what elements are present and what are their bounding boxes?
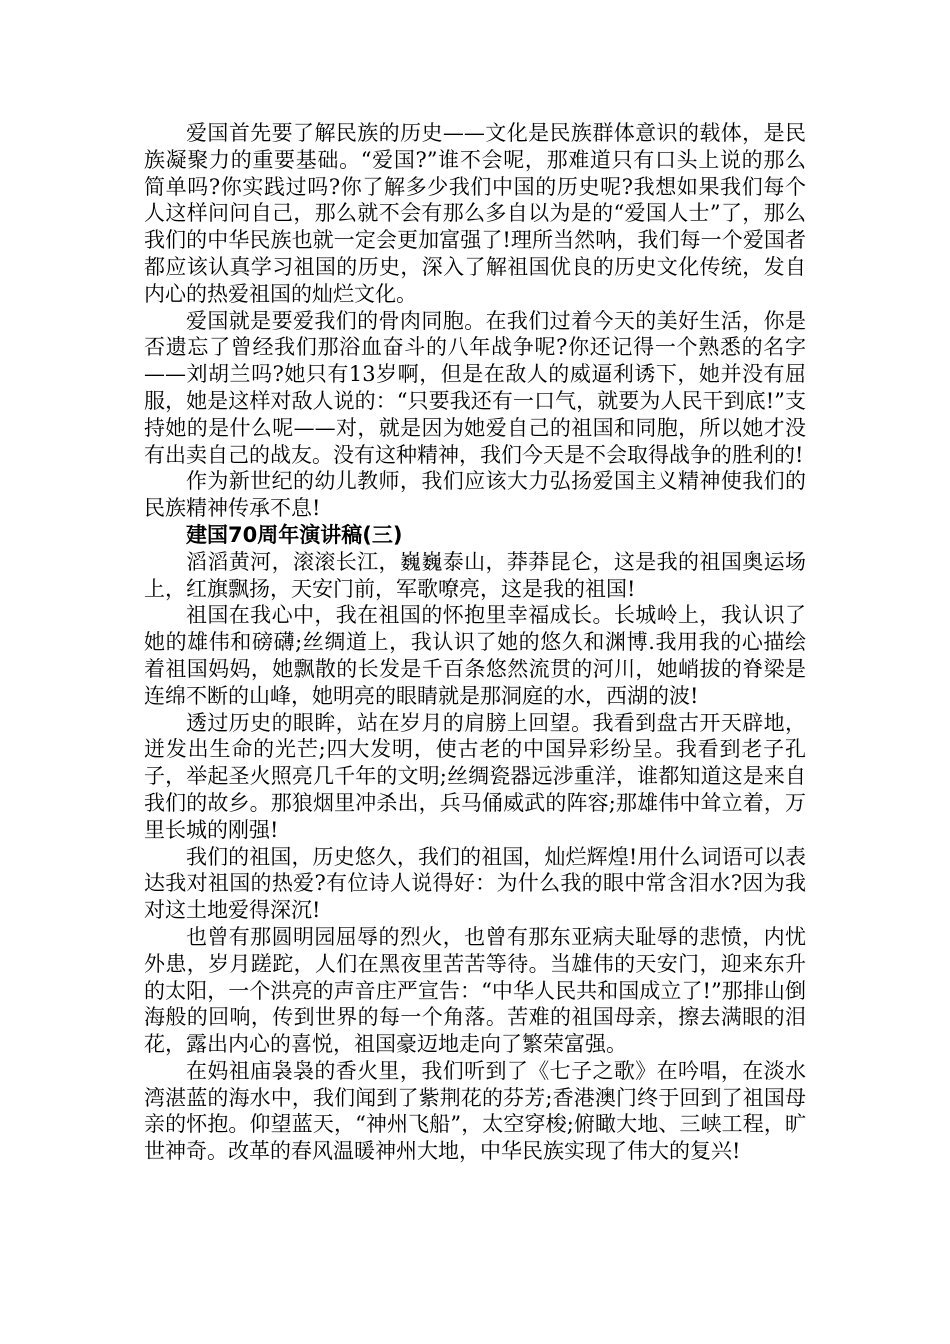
- paragraph-motherland-intro: 滔滔黄河，滚滚长江，巍巍泰山，莽莽昆仑，这是我的祖国奥运场上，红旗飘扬，天安门前，军歌嘹亮，这是我的祖国!: [144, 549, 806, 601]
- paragraph-motherland-in-heart: 祖国在我心中，我在祖国的怀抱里幸福成长。长城岭上，我认识了她的雄伟和磅礴;丝绸道上，我认识了她的悠久和渊博.我用我的心描绘着祖国妈妈，她飘散的长发是千百条悠然流贯的河川，她峭拔的脊梁是连绵不断的山峰，她明亮的眼睛就是那洞庭的水，西湖的波!: [144, 603, 806, 708]
- paragraph-patriotism-history: 爱国首先要了解民族的历史——文化是民族群体意识的载体，是民族凝聚力的重要基础。“爱国?”谁不会呢，那难道只有口头上说的那么简单吗?你实践过吗?你了解多少我们中国的历史呢?我想如果我们每个人这样问问自己，那么就不会有那么多自以为是的“爱国人士”了，那么我们的中华民族也就一定会更加富强了!理所当然呐，我们每一个爱国者都应该认真学习祖国的历史，深入了解祖国优良的历史文化传统，发自内心的热爱祖国的灿烂文化。: [144, 121, 806, 306]
- paragraph-history-eyes: 透过历史的眼眸，站在岁月的肩膀上回望。我看到盘古开天辟地，迸发出生命的光芒;四大发明，使古老的中国异彩纷呈。我看到老子孔子，举起圣火照亮几千年的文明;丝绸瓷器远涉重洋，谁都知道这是来自我们的故乡。那狼烟里冲杀出，兵马俑威武的阵容;那雄伟中耸立着，万里长城的刚强!: [144, 710, 806, 842]
- section-heading: 建国70周年演讲稿(三): [186, 522, 403, 547]
- paragraph-founding: 也曾有那圆明园屈辱的烈火，也曾有那东亚病夫耻辱的悲愤，内忧外患，岁月蹉跎，人们在黑夜里苦苦等待。当雄伟的天安门，迎来东升的太阳，一个洪亮的声音庄严宣告：“中华人民共和国成立了!”那排山倒海般的回响，传到世界的每一个角落。苦难的祖国母亲，擦去满眼的泪花，露出内心的喜悦，祖国豪迈地走向了繁荣富强。: [144, 924, 806, 1057]
- document-page: [144, 120, 806, 1165]
- paragraph-love-for-land: 我们的祖国，历史悠久，我们的祖国，灿烂辉煌!用什么词语可以表达我对祖国的热爱?有位诗人说得好：为什么我的眼中常含泪水?因为我对这土地爱得深沉!: [144, 844, 806, 923]
- paragraph-revival: 在妈祖庙袅袅的香火里，我们听到了《七子之歌》在吟唱，在淡水湾湛蓝的海水中，我们闻到了紫荆花的芬芳;香港澳门终于回到了祖国母亲的怀抱。仰望蓝天，“神州飞船”，太空穿梭;俯瞰大地、三峡工程，旷世神奇。改革的春风温暖神州大地，中华民族实现了伟大的复兴!: [144, 1058, 806, 1164]
- paragraph-patriotism-compatriots: 爱国就是要爱我们的骨肉同胞。在我们过着今天的美好生活，你是否遗忘了曾经我们那浴血奋斗的八年战争呢?你还记得一个熟悉的名字——刘胡兰吗?她只有13岁啊，但是在敌人的威逼利诱下，她并没有屈服，她是这样对敌人说的：“只要我还有一口气，就要为人民干到底!”支持她的是什么呢——对，就是因为她爱自己的祖国和同胞，所以她才没有出卖自己的战友。没有这种精神，我们今天是不会取得战争的胜利的!: [144, 308, 806, 467]
- paragraph-teacher-spirit: 作为新世纪的幼儿教师，我们应该大力弘扬爱国主义精神使我们的民族精神传承不息!: [144, 469, 806, 521]
